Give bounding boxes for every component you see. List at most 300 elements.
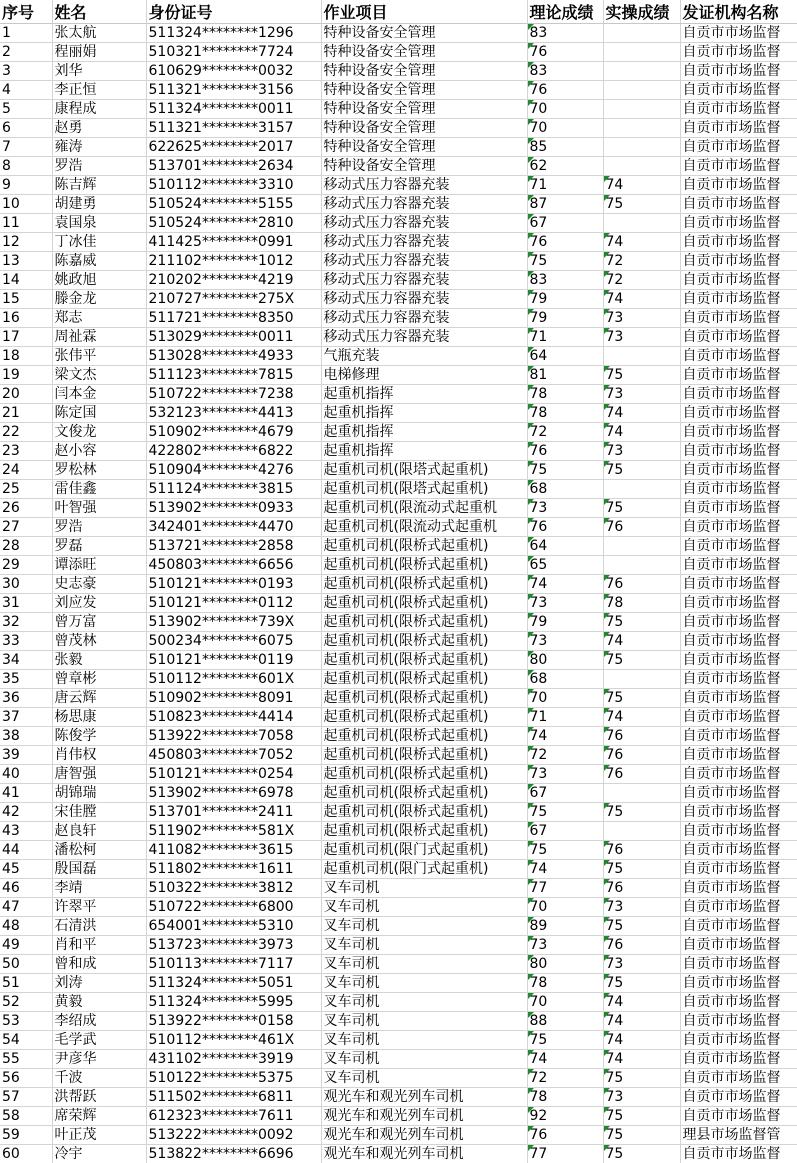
cell-issuing-authority[interactable]: 自贡市市场监督 [680, 689, 797, 708]
cell-theory-score[interactable]: 78 [527, 974, 603, 993]
cell-name[interactable]: 赵良轩 [52, 822, 146, 841]
cell-work-item[interactable]: 起重机司机(限桥式起重机) [321, 784, 527, 803]
cell-name[interactable]: 张毅 [52, 651, 146, 670]
cell-work-item[interactable]: 特种设备安全管理 [321, 119, 527, 138]
cell-name[interactable]: 刘华 [52, 62, 146, 81]
cell-issuing-authority[interactable]: 自贡市市场监督 [680, 195, 797, 214]
cell-theory-score[interactable]: 72 [527, 1069, 603, 1088]
cell-issuing-authority[interactable]: 自贡市市场监督 [680, 233, 797, 252]
cell-id-number[interactable]: 513028********4933 [146, 347, 321, 366]
cell-theory-score[interactable]: 64 [527, 537, 603, 556]
cell-issuing-authority[interactable]: 自贡市市场监督 [680, 252, 797, 271]
cell-work-item[interactable]: 观光车和观光列车司机 [321, 1088, 527, 1107]
cell-name[interactable]: 滕金龙 [52, 290, 146, 309]
cell-issuing-authority[interactable]: 自贡市市场监督 [680, 347, 797, 366]
cell-issuing-authority[interactable]: 自贡市市场监督 [680, 936, 797, 955]
cell-id-number[interactable]: 513822********6696 [146, 1145, 321, 1163]
cell-id-number[interactable]: 510112********601X [146, 670, 321, 689]
cell-practical-score[interactable]: 73 [603, 898, 680, 917]
cell-seq[interactable]: 21 [0, 404, 52, 423]
cell-work-item[interactable]: 叉车司机 [321, 1031, 527, 1050]
cell-issuing-authority[interactable]: 自贡市市场监督 [680, 955, 797, 974]
header-work-item[interactable]: 作业项目 [321, 0, 527, 24]
cell-practical-score[interactable]: 75 [603, 803, 680, 822]
cell-name[interactable]: 赵勇 [52, 119, 146, 138]
cell-id-number[interactable]: 510113********7117 [146, 955, 321, 974]
cell-issuing-authority[interactable]: 自贡市市场监督 [680, 309, 797, 328]
cell-work-item[interactable]: 起重机司机(限流动式起重机 [321, 499, 527, 518]
cell-theory-score[interactable]: 79 [527, 290, 603, 309]
cell-name[interactable]: 唐云辉 [52, 689, 146, 708]
cell-id-number[interactable]: 411425********0991 [146, 233, 321, 252]
cell-name[interactable]: 刘应发 [52, 594, 146, 613]
cell-seq[interactable]: 39 [0, 746, 52, 765]
cell-seq[interactable]: 37 [0, 708, 52, 727]
cell-seq[interactable]: 60 [0, 1145, 52, 1163]
cell-issuing-authority[interactable]: 自贡市市场监督 [680, 632, 797, 651]
cell-theory-score[interactable]: 73 [527, 936, 603, 955]
cell-work-item[interactable]: 起重机指挥 [321, 385, 527, 404]
cell-practical-score[interactable] [603, 62, 680, 81]
cell-id-number[interactable]: 450803********7052 [146, 746, 321, 765]
cell-id-number[interactable]: 510902********8091 [146, 689, 321, 708]
cell-id-number[interactable]: 511324********1296 [146, 24, 321, 43]
cell-practical-score[interactable]: 72 [603, 252, 680, 271]
cell-name[interactable]: 陈嘉威 [52, 252, 146, 271]
cell-seq[interactable]: 35 [0, 670, 52, 689]
cell-id-number[interactable]: 342401********4470 [146, 518, 321, 537]
cell-issuing-authority[interactable]: 自贡市市场监督 [680, 366, 797, 385]
cell-id-number[interactable]: 411082********3615 [146, 841, 321, 860]
cell-seq[interactable]: 6 [0, 119, 52, 138]
cell-practical-score[interactable]: 73 [603, 309, 680, 328]
cell-theory-score[interactable]: 77 [527, 1145, 603, 1163]
cell-seq[interactable]: 5 [0, 100, 52, 119]
cell-theory-score[interactable]: 70 [527, 898, 603, 917]
cell-issuing-authority[interactable]: 自贡市市场监督 [680, 708, 797, 727]
cell-id-number[interactable]: 511902********581X [146, 822, 321, 841]
cell-work-item[interactable]: 移动式压力容器充装 [321, 328, 527, 347]
cell-id-number[interactable]: 510902********4679 [146, 423, 321, 442]
cell-theory-score[interactable]: 78 [527, 385, 603, 404]
cell-practical-score[interactable]: 76 [603, 575, 680, 594]
cell-name[interactable]: 洪帮跃 [52, 1088, 146, 1107]
cell-issuing-authority[interactable]: 自贡市市场监督 [680, 613, 797, 632]
cell-work-item[interactable]: 移动式压力容器充装 [321, 195, 527, 214]
cell-theory-score[interactable]: 62 [527, 157, 603, 176]
cell-theory-score[interactable]: 70 [527, 100, 603, 119]
cell-issuing-authority[interactable]: 自贡市市场监督 [680, 860, 797, 879]
cell-issuing-authority[interactable]: 自贡市市场监督 [680, 442, 797, 461]
cell-id-number[interactable]: 510321********7724 [146, 43, 321, 62]
cell-name[interactable]: 毛学武 [52, 1031, 146, 1050]
cell-name[interactable]: 闫本金 [52, 385, 146, 404]
cell-seq[interactable]: 47 [0, 898, 52, 917]
cell-theory-score[interactable]: 67 [527, 214, 603, 233]
cell-work-item[interactable]: 叉车司机 [321, 898, 527, 917]
cell-work-item[interactable]: 移动式压力容器充装 [321, 290, 527, 309]
cell-seq[interactable]: 36 [0, 689, 52, 708]
cell-issuing-authority[interactable]: 自贡市市场监督 [680, 765, 797, 784]
cell-work-item[interactable]: 移动式压力容器充装 [321, 233, 527, 252]
cell-issuing-authority[interactable]: 自贡市市场监督 [680, 556, 797, 575]
cell-theory-score[interactable]: 79 [527, 309, 603, 328]
cell-seq[interactable]: 56 [0, 1069, 52, 1088]
cell-theory-score[interactable]: 72 [527, 423, 603, 442]
cell-theory-score[interactable]: 73 [527, 594, 603, 613]
cell-work-item[interactable]: 起重机司机(限桥式起重机) [321, 746, 527, 765]
cell-practical-score[interactable]: 74 [603, 993, 680, 1012]
cell-work-item[interactable]: 特种设备安全管理 [321, 24, 527, 43]
cell-work-item[interactable]: 起重机司机(限门式起重机) [321, 860, 527, 879]
cell-name[interactable]: 黄毅 [52, 993, 146, 1012]
cell-work-item[interactable]: 起重机司机(限门式起重机) [321, 841, 527, 860]
cell-issuing-authority[interactable]: 自贡市市场监督 [680, 1145, 797, 1163]
cell-id-number[interactable]: 513902********739X [146, 613, 321, 632]
cell-practical-score[interactable]: 73 [603, 328, 680, 347]
cell-work-item[interactable]: 移动式压力容器充装 [321, 214, 527, 233]
cell-name[interactable]: 罗浩 [52, 518, 146, 537]
cell-id-number[interactable]: 510122********5375 [146, 1069, 321, 1088]
cell-name[interactable]: 史志豪 [52, 575, 146, 594]
cell-practical-score[interactable]: 74 [603, 632, 680, 651]
cell-id-number[interactable]: 510823********4414 [146, 708, 321, 727]
cell-issuing-authority[interactable]: 自贡市市场监督 [680, 1069, 797, 1088]
cell-name[interactable]: 姚政旭 [52, 271, 146, 290]
cell-issuing-authority[interactable]: 自贡市市场监督 [680, 727, 797, 746]
cell-practical-score[interactable]: 73 [603, 955, 680, 974]
cell-seq[interactable]: 2 [0, 43, 52, 62]
cell-theory-score[interactable]: 71 [527, 708, 603, 727]
cell-practical-score[interactable]: 75 [603, 195, 680, 214]
cell-practical-score[interactable]: 76 [603, 936, 680, 955]
cell-theory-score[interactable]: 76 [527, 442, 603, 461]
cell-name[interactable]: 文俊龙 [52, 423, 146, 442]
cell-seq[interactable]: 55 [0, 1050, 52, 1069]
cell-issuing-authority[interactable]: 自贡市市场监督 [680, 119, 797, 138]
cell-name[interactable]: 曾茂林 [52, 632, 146, 651]
cell-work-item[interactable]: 特种设备安全管理 [321, 81, 527, 100]
cell-name[interactable]: 石清洪 [52, 917, 146, 936]
cell-id-number[interactable]: 510524********2810 [146, 214, 321, 233]
cell-id-number[interactable]: 511324********5051 [146, 974, 321, 993]
cell-id-number[interactable]: 511123********7815 [146, 366, 321, 385]
cell-issuing-authority[interactable]: 自贡市市场监督 [680, 138, 797, 157]
cell-seq[interactable]: 41 [0, 784, 52, 803]
cell-issuing-authority[interactable]: 自贡市市场监督 [680, 993, 797, 1012]
cell-work-item[interactable]: 移动式压力容器充装 [321, 252, 527, 271]
cell-issuing-authority[interactable]: 自贡市市场监督 [680, 81, 797, 100]
cell-work-item[interactable]: 起重机司机(限桥式起重机) [321, 708, 527, 727]
cell-seq[interactable]: 46 [0, 879, 52, 898]
cell-seq[interactable]: 48 [0, 917, 52, 936]
cell-work-item[interactable]: 起重机指挥 [321, 423, 527, 442]
cell-id-number[interactable]: 513222********0092 [146, 1126, 321, 1145]
cell-issuing-authority[interactable]: 自贡市市场监督 [680, 784, 797, 803]
cell-work-item[interactable]: 叉车司机 [321, 993, 527, 1012]
cell-issuing-authority[interactable]: 自贡市市场监督 [680, 271, 797, 290]
cell-theory-score[interactable]: 76 [527, 43, 603, 62]
cell-seq[interactable]: 16 [0, 309, 52, 328]
cell-id-number[interactable]: 500234********6075 [146, 632, 321, 651]
cell-id-number[interactable]: 622625********2017 [146, 138, 321, 157]
cell-work-item[interactable]: 起重机司机(限桥式起重机) [321, 575, 527, 594]
cell-id-number[interactable]: 654001********5310 [146, 917, 321, 936]
cell-theory-score[interactable]: 71 [527, 176, 603, 195]
cell-seq[interactable]: 4 [0, 81, 52, 100]
cell-practical-score[interactable]: 74 [603, 708, 680, 727]
cell-issuing-authority[interactable]: 自贡市市场监督 [680, 176, 797, 195]
cell-name[interactable]: 曾万富 [52, 613, 146, 632]
cell-seq[interactable]: 33 [0, 632, 52, 651]
cell-work-item[interactable]: 起重机司机(限桥式起重机) [321, 670, 527, 689]
cell-theory-score[interactable]: 75 [527, 252, 603, 271]
cell-theory-score[interactable]: 76 [527, 81, 603, 100]
cell-theory-score[interactable]: 70 [527, 689, 603, 708]
cell-issuing-authority[interactable]: 自贡市市场监督 [680, 1088, 797, 1107]
cell-id-number[interactable]: 210727********275X [146, 290, 321, 309]
cell-seq[interactable]: 49 [0, 936, 52, 955]
cell-name[interactable]: 梁文杰 [52, 366, 146, 385]
cell-seq[interactable]: 52 [0, 993, 52, 1012]
cell-seq[interactable]: 24 [0, 461, 52, 480]
cell-work-item[interactable]: 起重机司机(限桥式起重机) [321, 632, 527, 651]
cell-seq[interactable]: 22 [0, 423, 52, 442]
cell-seq[interactable]: 9 [0, 176, 52, 195]
cell-issuing-authority[interactable]: 自贡市市场监督 [680, 404, 797, 423]
cell-id-number[interactable]: 510112********461X [146, 1031, 321, 1050]
cell-name[interactable]: 唐智强 [52, 765, 146, 784]
cell-practical-score[interactable]: 76 [603, 765, 680, 784]
cell-id-number[interactable]: 513723********3973 [146, 936, 321, 955]
cell-theory-score[interactable]: 87 [527, 195, 603, 214]
cell-theory-score[interactable]: 73 [527, 765, 603, 784]
cell-id-number[interactable]: 422802********6822 [146, 442, 321, 461]
cell-practical-score[interactable] [603, 157, 680, 176]
header-issuing-authority[interactable]: 发证机构名称 [680, 0, 797, 24]
cell-id-number[interactable]: 511502********6811 [146, 1088, 321, 1107]
cell-work-item[interactable]: 起重机司机(限桥式起重机) [321, 803, 527, 822]
cell-seq[interactable]: 29 [0, 556, 52, 575]
cell-seq[interactable]: 15 [0, 290, 52, 309]
cell-theory-score[interactable]: 74 [527, 1050, 603, 1069]
cell-practical-score[interactable]: 75 [603, 651, 680, 670]
cell-practical-score[interactable]: 73 [603, 442, 680, 461]
cell-practical-score[interactable]: 75 [603, 974, 680, 993]
cell-issuing-authority[interactable]: 自贡市市场监督 [680, 62, 797, 81]
cell-id-number[interactable]: 513721********2858 [146, 537, 321, 556]
cell-id-number[interactable]: 513029********0011 [146, 328, 321, 347]
cell-theory-score[interactable]: 65 [527, 556, 603, 575]
cell-seq[interactable]: 51 [0, 974, 52, 993]
cell-issuing-authority[interactable]: 自贡市市场监督 [680, 898, 797, 917]
cell-theory-score[interactable]: 68 [527, 670, 603, 689]
cell-seq[interactable]: 12 [0, 233, 52, 252]
cell-theory-score[interactable]: 71 [527, 328, 603, 347]
cell-work-item[interactable]: 观光车和观光列车司机 [321, 1107, 527, 1126]
cell-seq[interactable]: 40 [0, 765, 52, 784]
cell-id-number[interactable]: 511324********5995 [146, 993, 321, 1012]
cell-seq[interactable]: 43 [0, 822, 52, 841]
cell-name[interactable]: 郑志 [52, 309, 146, 328]
cell-practical-score[interactable] [603, 480, 680, 499]
cell-name[interactable]: 陈吉辉 [52, 176, 146, 195]
cell-practical-score[interactable]: 74 [603, 1050, 680, 1069]
cell-issuing-authority[interactable]: 自贡市市场监督 [680, 974, 797, 993]
cell-issuing-authority[interactable]: 自贡市市场监督 [680, 1031, 797, 1050]
cell-issuing-authority[interactable]: 自贡市市场监督 [680, 670, 797, 689]
cell-practical-score[interactable]: 75 [603, 689, 680, 708]
cell-issuing-authority[interactable]: 自贡市市场监督 [680, 461, 797, 480]
cell-name[interactable]: 雍涛 [52, 138, 146, 157]
cell-theory-score[interactable]: 74 [527, 727, 603, 746]
cell-practical-score[interactable]: 74 [603, 1012, 680, 1031]
cell-work-item[interactable]: 特种设备安全管理 [321, 157, 527, 176]
cell-name[interactable]: 李绍成 [52, 1012, 146, 1031]
cell-name[interactable]: 陈定国 [52, 404, 146, 423]
cell-work-item[interactable]: 起重机司机(限塔式起重机) [321, 461, 527, 480]
cell-seq[interactable]: 1 [0, 24, 52, 43]
cell-practical-score[interactable] [603, 43, 680, 62]
cell-id-number[interactable]: 513701********2411 [146, 803, 321, 822]
cell-practical-score[interactable]: 76 [603, 727, 680, 746]
cell-seq[interactable]: 44 [0, 841, 52, 860]
cell-issuing-authority[interactable]: 自贡市市场监督 [680, 43, 797, 62]
cell-theory-score[interactable]: 83 [527, 62, 603, 81]
cell-name[interactable]: 曾章彬 [52, 670, 146, 689]
cell-work-item[interactable]: 叉车司机 [321, 936, 527, 955]
cell-issuing-authority[interactable]: 自贡市市场监督 [680, 328, 797, 347]
cell-name[interactable]: 千波 [52, 1069, 146, 1088]
cell-id-number[interactable]: 510112********3310 [146, 176, 321, 195]
cell-work-item[interactable]: 起重机司机(限桥式起重机) [321, 651, 527, 670]
cell-theory-score[interactable]: 81 [527, 366, 603, 385]
cell-name[interactable]: 叶正茂 [52, 1126, 146, 1145]
cell-seq[interactable]: 57 [0, 1088, 52, 1107]
cell-theory-score[interactable]: 75 [527, 841, 603, 860]
cell-seq[interactable]: 11 [0, 214, 52, 233]
cell-seq[interactable]: 58 [0, 1107, 52, 1126]
cell-practical-score[interactable] [603, 670, 680, 689]
cell-seq[interactable]: 27 [0, 518, 52, 537]
cell-practical-score[interactable]: 75 [603, 1145, 680, 1163]
cell-theory-score[interactable]: 80 [527, 651, 603, 670]
header-theory-score[interactable]: 理论成绩 [527, 0, 603, 24]
cell-practical-score[interactable] [603, 347, 680, 366]
cell-seq[interactable]: 54 [0, 1031, 52, 1050]
cell-seq[interactable]: 18 [0, 347, 52, 366]
cell-theory-score[interactable]: 83 [527, 24, 603, 43]
cell-theory-score[interactable]: 88 [527, 1012, 603, 1031]
cell-work-item[interactable]: 叉车司机 [321, 879, 527, 898]
cell-practical-score[interactable]: 76 [603, 518, 680, 537]
cell-theory-score[interactable]: 83 [527, 271, 603, 290]
cell-name[interactable]: 冷宇 [52, 1145, 146, 1163]
cell-practical-score[interactable] [603, 784, 680, 803]
cell-practical-score[interactable]: 74 [603, 423, 680, 442]
cell-practical-score[interactable]: 75 [603, 917, 680, 936]
cell-theory-score[interactable]: 67 [527, 784, 603, 803]
cell-seq[interactable]: 53 [0, 1012, 52, 1031]
cell-name[interactable]: 雷佳鑫 [52, 480, 146, 499]
header-practical-score[interactable]: 实操成绩 [603, 0, 680, 24]
cell-seq[interactable]: 45 [0, 860, 52, 879]
cell-seq[interactable]: 8 [0, 157, 52, 176]
cell-theory-score[interactable]: 70 [527, 119, 603, 138]
cell-seq[interactable]: 30 [0, 575, 52, 594]
cell-theory-score[interactable]: 79 [527, 613, 603, 632]
cell-name[interactable]: 谭添旺 [52, 556, 146, 575]
cell-issuing-authority[interactable]: 自贡市市场监督 [680, 1012, 797, 1031]
cell-issuing-authority[interactable]: 自贡市市场监督 [680, 879, 797, 898]
cell-name[interactable]: 程丽娟 [52, 43, 146, 62]
cell-id-number[interactable]: 450803********6656 [146, 556, 321, 575]
cell-id-number[interactable]: 511802********1611 [146, 860, 321, 879]
cell-issuing-authority[interactable]: 自贡市市场监督 [680, 803, 797, 822]
cell-name[interactable]: 潘松柯 [52, 841, 146, 860]
cell-practical-score[interactable] [603, 24, 680, 43]
cell-name[interactable]: 肖和平 [52, 936, 146, 955]
cell-seq[interactable]: 38 [0, 727, 52, 746]
cell-theory-score[interactable]: 73 [527, 499, 603, 518]
cell-practical-score[interactable]: 75 [603, 860, 680, 879]
cell-id-number[interactable]: 510121********0119 [146, 651, 321, 670]
cell-name[interactable]: 许翠平 [52, 898, 146, 917]
cell-name[interactable]: 曾和成 [52, 955, 146, 974]
cell-id-number[interactable]: 513922********0158 [146, 1012, 321, 1031]
cell-id-number[interactable]: 511321********3157 [146, 119, 321, 138]
cell-id-number[interactable]: 511321********3156 [146, 81, 321, 100]
cell-name[interactable]: 宋佳膛 [52, 803, 146, 822]
cell-id-number[interactable]: 610629********0032 [146, 62, 321, 81]
cell-work-item[interactable]: 起重机司机(限桥式起重机) [321, 822, 527, 841]
cell-issuing-authority[interactable]: 自贡市市场监督 [680, 537, 797, 556]
cell-theory-score[interactable]: 73 [527, 632, 603, 651]
cell-id-number[interactable]: 431102********3919 [146, 1050, 321, 1069]
cell-practical-score[interactable] [603, 100, 680, 119]
cell-issuing-authority[interactable]: 自贡市市场监督 [680, 841, 797, 860]
header-name[interactable]: 姓名 [52, 0, 146, 24]
cell-work-item[interactable]: 叉车司机 [321, 917, 527, 936]
cell-theory-score[interactable]: 80 [527, 955, 603, 974]
cell-seq[interactable]: 14 [0, 271, 52, 290]
cell-practical-score[interactable] [603, 119, 680, 138]
cell-work-item[interactable]: 叉车司机 [321, 1050, 527, 1069]
cell-seq[interactable]: 28 [0, 537, 52, 556]
cell-seq[interactable]: 17 [0, 328, 52, 347]
cell-name[interactable]: 张太航 [52, 24, 146, 43]
cell-practical-score[interactable] [603, 537, 680, 556]
cell-work-item[interactable]: 起重机指挥 [321, 404, 527, 423]
cell-work-item[interactable]: 起重机司机(限流动式起重机 [321, 518, 527, 537]
cell-id-number[interactable]: 511721********8350 [146, 309, 321, 328]
cell-name[interactable]: 罗浩 [52, 157, 146, 176]
cell-issuing-authority[interactable]: 自贡市市场监督 [680, 1107, 797, 1126]
cell-practical-score[interactable]: 74 [603, 1031, 680, 1050]
cell-id-number[interactable]: 513922********7058 [146, 727, 321, 746]
cell-name[interactable]: 丁冰佳 [52, 233, 146, 252]
cell-work-item[interactable]: 起重机司机(限桥式起重机) [321, 537, 527, 556]
cell-seq[interactable]: 26 [0, 499, 52, 518]
cell-name[interactable]: 胡建勇 [52, 195, 146, 214]
cell-seq[interactable]: 20 [0, 385, 52, 404]
cell-issuing-authority[interactable]: 自贡市市场监督 [680, 290, 797, 309]
cell-id-number[interactable]: 513902********0933 [146, 499, 321, 518]
cell-seq[interactable]: 23 [0, 442, 52, 461]
cell-issuing-authority[interactable]: 自贡市市场监督 [680, 575, 797, 594]
cell-practical-score[interactable]: 75 [603, 366, 680, 385]
cell-name[interactable]: 袁国泉 [52, 214, 146, 233]
